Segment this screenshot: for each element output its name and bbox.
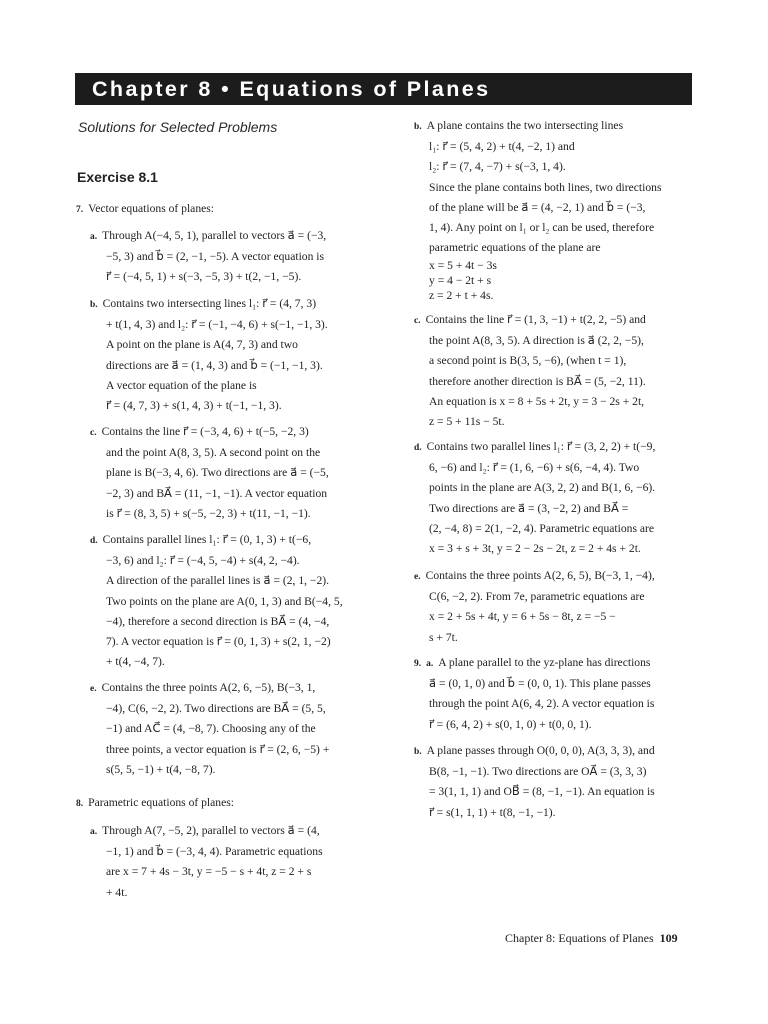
line: C(6, −2, 2). From 7e, parametric equations are xyxy=(429,590,645,604)
part-label: a. xyxy=(90,827,98,837)
line: −1) and AC⃗ = (4, −8, 7). Choosing any of the xyxy=(106,722,316,736)
line: Two points on the plane are A(0, 1, 3) and B(−4, 5, xyxy=(106,594,343,608)
line: −3, 6) and l₂: r⃗ = (−4, 5, −4) + s(4, 2, −4). xyxy=(106,554,300,568)
part-label: e. xyxy=(414,572,421,582)
line: + 4t. xyxy=(106,885,128,899)
line: Contains the three points A(2, 6, 5), B(−3, 1, −4), xyxy=(425,569,655,582)
line: Contains the three points A(2, 6, −5), B(−3, 1, xyxy=(101,681,316,694)
problem-7a xyxy=(90,226,326,288)
problem-8d xyxy=(414,437,655,559)
line: Since the plane contains both lines, two directions xyxy=(429,180,662,194)
line: 1, 4). Any point on l₁ or l₂ can be used, therefore xyxy=(429,221,655,235)
line: Contains parallel lines l₁: r⃗ = (0, 1, 3) + t(−6, xyxy=(102,533,312,546)
line: r⃗ = (4, 7, 3) + s(1, 4, 3) + t(−1, −1, 3). xyxy=(106,399,282,413)
line: Two directions are a⃗ = (3, −2, 2) and BA⃗ = xyxy=(429,501,629,515)
line: of the plane will be a⃗ = (4, −2, 1) and b⃗ = (−3, xyxy=(429,200,646,214)
line: parametric equations of the plane are xyxy=(429,241,601,255)
line: x = 3 + s + 3t, y = 2 − 2s − 2t, z = 2 + 4s + 2t. xyxy=(429,542,641,556)
line: s(5, 5, −1) + t(4, −8, 7). xyxy=(106,762,216,776)
part-label: c. xyxy=(414,316,421,326)
problem-9a xyxy=(414,653,654,735)
line: + t(4, −4, 7). xyxy=(106,655,165,669)
part-label: a. xyxy=(90,232,98,242)
part-label: a. xyxy=(426,659,434,669)
problem-7e xyxy=(90,678,329,780)
part-label: b. xyxy=(414,747,422,757)
page-number: 109 xyxy=(659,931,678,945)
problem-number: 9. xyxy=(414,659,422,669)
part-label: d. xyxy=(90,536,98,546)
line: (2, −4, 8) = 2(1, −2, 4). Parametric equations are xyxy=(429,521,655,535)
line: a⃗ = (0, 1, 0) and b⃗ = (0, 0, 1). This plane passes xyxy=(429,677,651,691)
problem-number: 7. xyxy=(76,205,84,215)
part-label: c. xyxy=(90,428,97,438)
line: a second point is B(3, 5, −6), (when t = 1), xyxy=(429,354,627,368)
problem-7d xyxy=(90,530,343,672)
line: Contains two intersecting lines l₁: r⃗ = (4, 7, 3) xyxy=(102,297,317,310)
footer-chapter-title: Chapter 8: Equations of Planes xyxy=(505,931,654,945)
line: Contains the line r⃗ = (1, 3, −1) + t(2, 2, −5) and xyxy=(425,313,646,326)
line: −4), therefore a second direction is BA⃗ = (4, −4, xyxy=(106,614,330,628)
line: A plane contains the two intersecting lines xyxy=(426,119,624,132)
line: A plane passes through O(0, 0, 0), A(3, 3, 3), and xyxy=(426,744,655,757)
page-footer xyxy=(505,931,678,946)
line: l₂: r⃗ = (7, 4, −7) + s(−3, 1, 4). xyxy=(429,160,566,174)
part-label: b. xyxy=(414,122,422,132)
line: directions are a⃗ = (1, 4, 3) and b⃗ = (−1, −1, 3). xyxy=(106,358,323,372)
problem-7c xyxy=(90,422,329,524)
line: Contains two parallel lines l₁: r⃗ = (3, 2, 2) + t(−9, xyxy=(426,440,656,453)
part-label: b. xyxy=(90,300,98,310)
line: x = 2 + 5s + 4t, y = 6 + 5s − 8t, z = −5 − xyxy=(429,610,616,624)
chapter-title-banner xyxy=(75,73,692,105)
problem-7b xyxy=(90,294,328,416)
line: 6, −6) and l₂: r⃗ = (1, 6, −6) + s(6, −4, 4). Two xyxy=(429,461,640,475)
line: r⃗ = (−4, 5, 1) + s(−3, −5, 3) + t(2, −1, −5). xyxy=(106,270,302,284)
line: r⃗ = s(1, 1, 1) + t(8, −1, −1). xyxy=(429,805,556,819)
line: l₁: r⃗ = (5, 4, 2) + t(4, −2, 1) and xyxy=(429,140,575,154)
line: plane is B(−3, 4, 6). Two directions are a⃗ = (−5, xyxy=(106,466,329,480)
line: A plane parallel to the yz-plane has directions xyxy=(438,656,651,669)
problem-7-intro xyxy=(76,199,214,220)
equation: y = 4 − 2t + s xyxy=(429,274,492,288)
line: A vector equation of the plane is xyxy=(106,378,257,392)
problem-number: 8. xyxy=(76,799,84,809)
line: −2, 3) and BA⃗ = (11, −1, −1). A vector equation xyxy=(106,486,328,500)
problem-8a xyxy=(90,821,323,903)
intro-text: Parametric equations of planes: xyxy=(88,796,234,809)
problem-8c xyxy=(414,310,646,432)
line: An equation is x = 8 + 5s + 2t, y = 3 − 2s + 2t, xyxy=(429,394,645,408)
line: is r⃗ = (8, 3, 5) + s(−5, −2, 3) + t(11, −1, −1). xyxy=(106,506,311,520)
subtitle: Solutions for Selected Problems xyxy=(78,119,278,135)
chapter-title: Chapter 8 • Equations of Planes xyxy=(92,77,491,101)
line: through the point A(6, 4, 2). A vector equation is xyxy=(429,697,655,711)
line: the point A(8, 3, 5). A direction is a⃗ (2, 2, −5), xyxy=(429,334,644,348)
line: are x = 7 + 4s − 3t, y = −5 − s + 4t, z = 2 + s xyxy=(106,865,312,879)
line: −5, 3) and b⃗ = (2, −1, −5). A vector equation is xyxy=(106,250,325,264)
intro-text: Vector equations of planes: xyxy=(88,202,215,215)
line: 7). A vector equation is r⃗ = (0, 1, 3) + s(2, 1, −2) xyxy=(106,635,331,649)
line: = 3(1, 1, 1) and OB⃗ = (8, −1, −1). An equation is xyxy=(429,785,655,799)
section-title: Exercise 8.1 xyxy=(77,169,158,185)
line: points in the plane are A(3, 2, 2) and B(1, 6, −6). xyxy=(429,481,656,495)
line: −1, 1) and b⃗ = (−3, 4, 4). Parametric equations xyxy=(106,845,323,859)
line: Through A(−4, 5, 1), parallel to vectors a⃗ = (−3, xyxy=(102,229,327,242)
equation: z = 2 + t + 4s. xyxy=(429,289,494,303)
line: Contains the line r⃗ = (−3, 4, 6) + t(−5, −2, 3) xyxy=(101,425,309,438)
line: −4), C(6, −2, 2). Two directions are BA⃗ = (5, 5, xyxy=(106,702,326,716)
line: therefore another direction is BA⃗ = (5, −2, 11). xyxy=(429,374,646,388)
line: s + 7t. xyxy=(429,630,458,644)
problem-8e xyxy=(414,566,655,648)
line: three points, a vector equation is r⃗ = (2, 6, −5) + xyxy=(106,742,330,756)
line: r⃗ = (6, 4, 2) + s(0, 1, 0) + t(0, 0, 1). xyxy=(429,717,592,731)
line: A point on the plane is A(4, 7, 3) and two xyxy=(106,338,298,352)
problem-8b xyxy=(414,116,661,303)
problem-9b xyxy=(414,741,655,823)
equation: x = 5 + 4t − 3s xyxy=(429,259,497,273)
line: A direction of the parallel lines is a⃗ = (2, 1, −2). xyxy=(106,574,330,588)
part-label: d. xyxy=(414,443,422,453)
problem-8-intro xyxy=(76,793,234,814)
line: + t(1, 4, 3) and l₂: r⃗ = (−1, −4, 6) + s(−1, −1, 3). xyxy=(106,318,328,332)
line: z = 5 + 11s − 5t. xyxy=(429,415,505,429)
line: B(8, −1, −1). Two directions are OA⃗ = (3, 3, 3) xyxy=(429,765,647,779)
part-label: e. xyxy=(90,684,97,694)
line: and the point A(8, 3, 5). A second point on the xyxy=(106,446,321,460)
line: Through A(7, −5, 2), parallel to vectors a⃗ = (4, xyxy=(102,824,320,837)
